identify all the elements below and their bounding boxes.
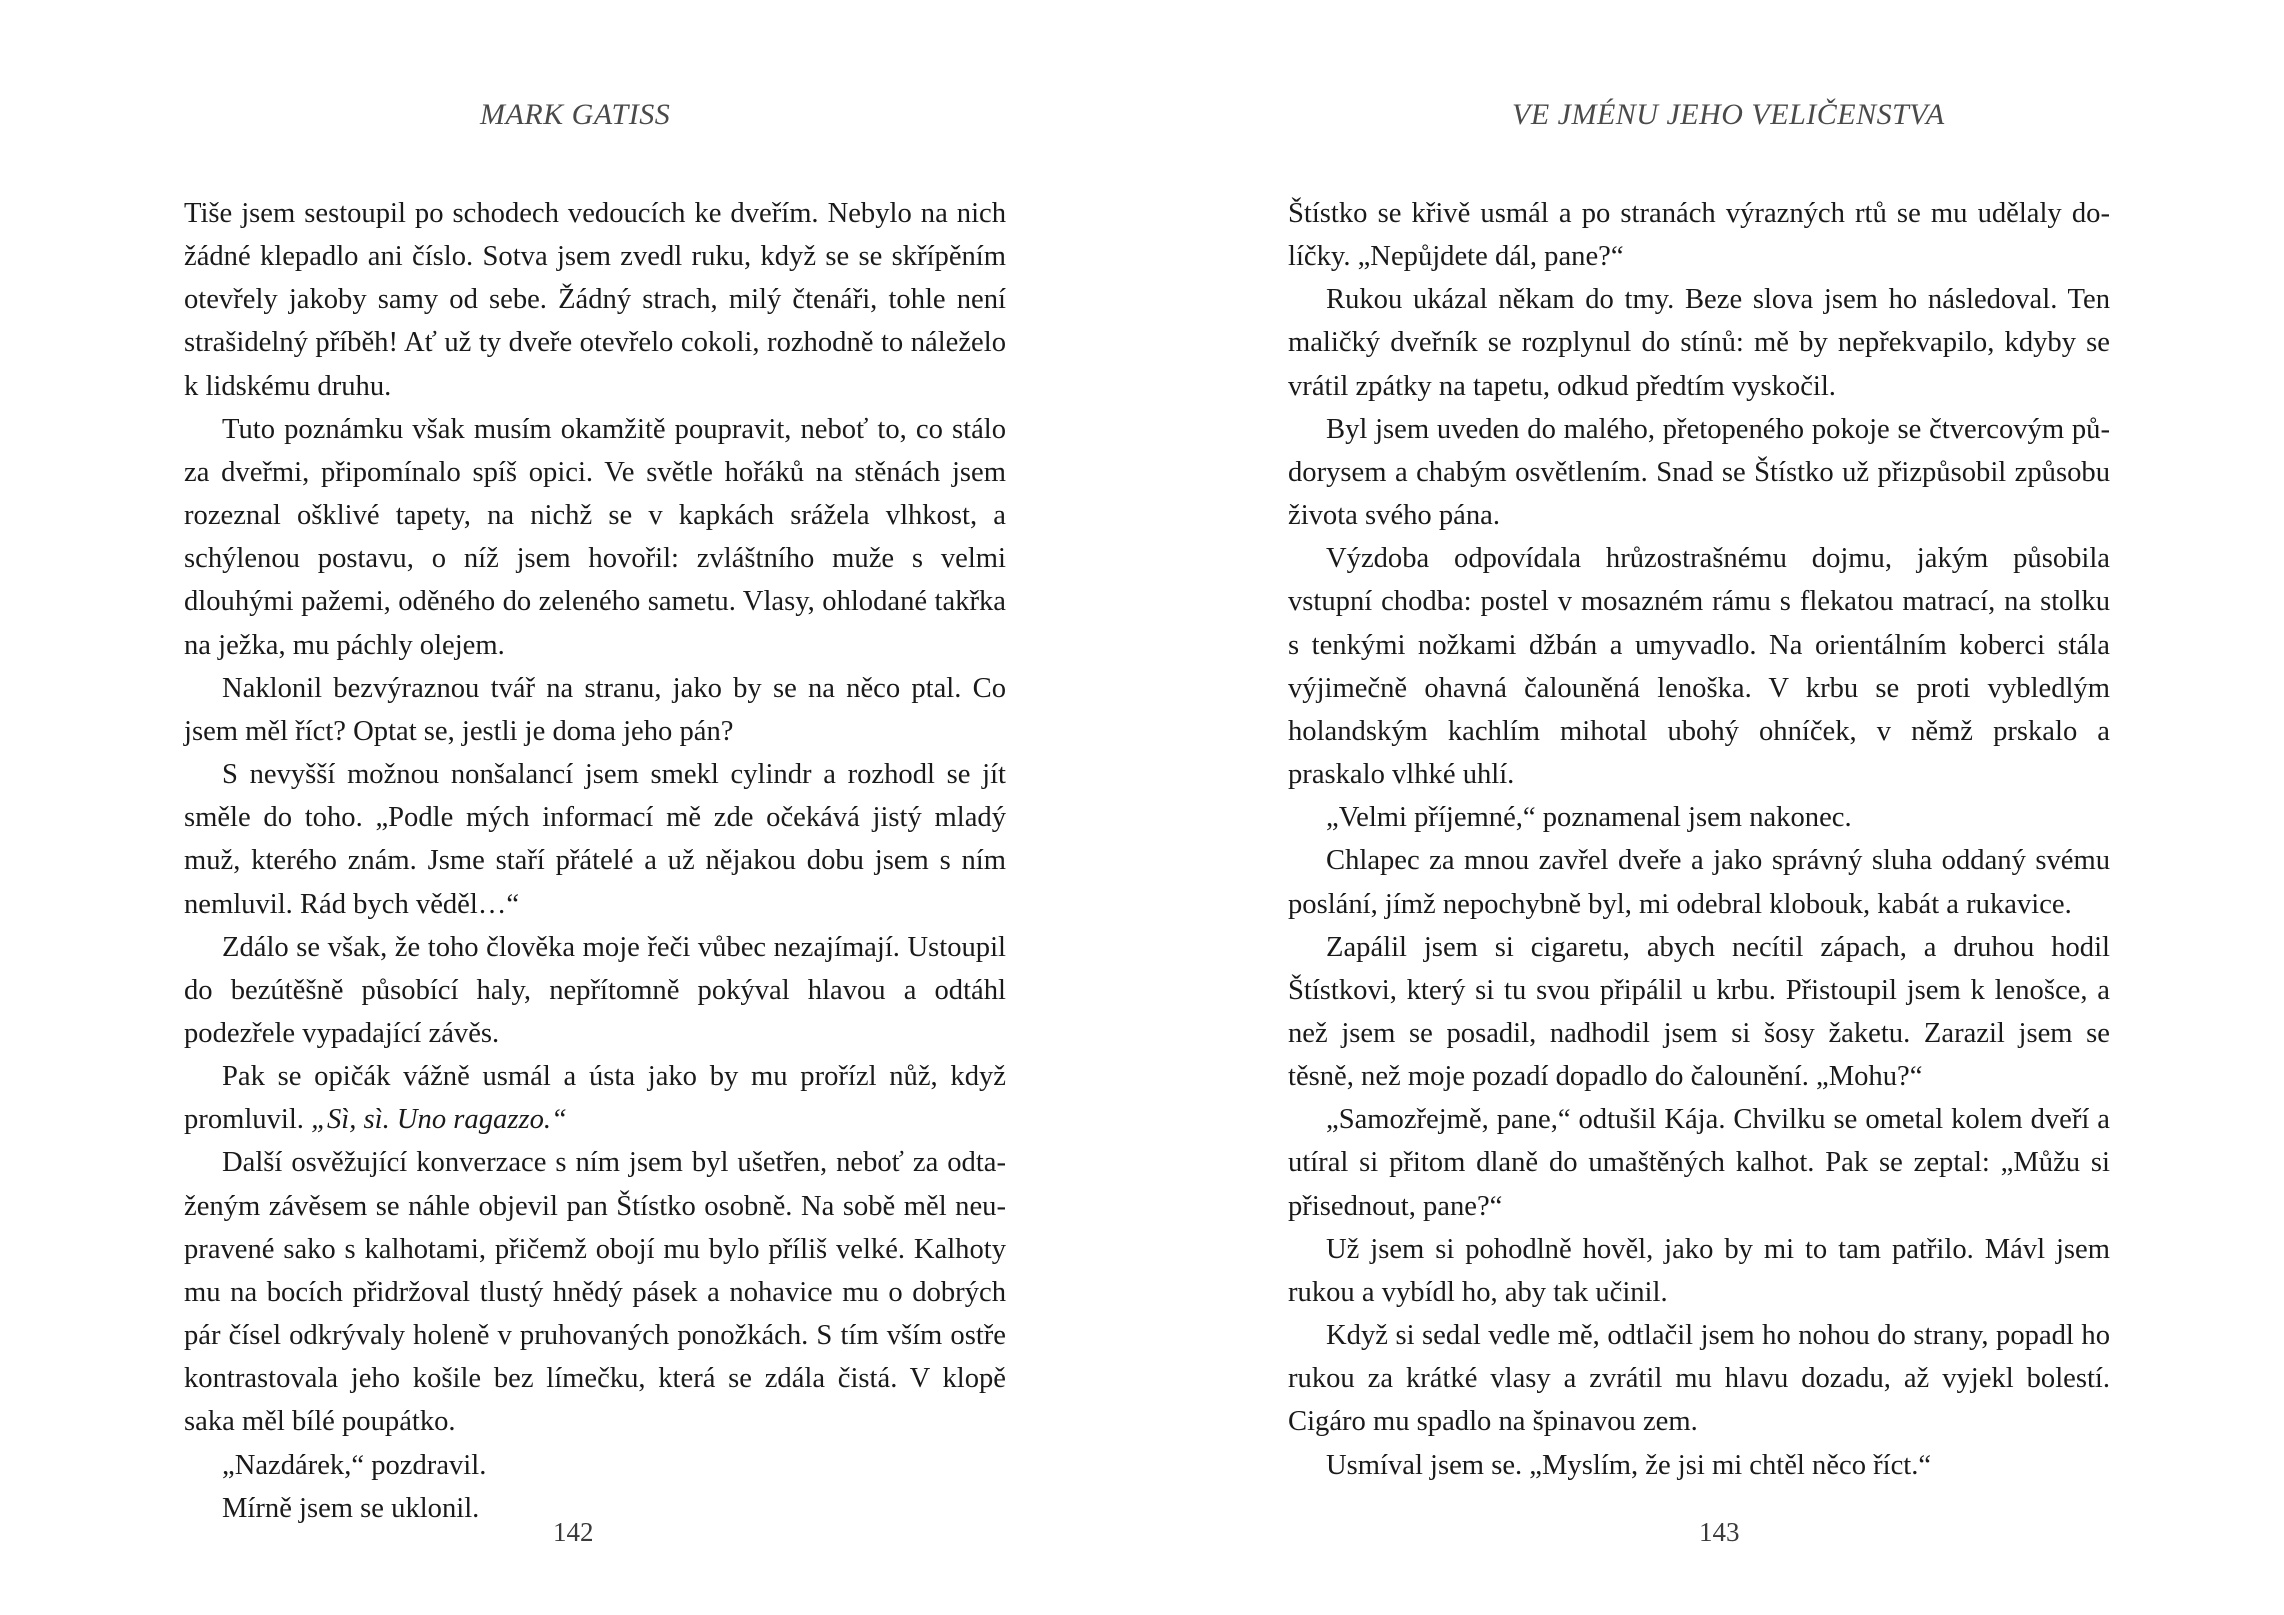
paragraph: Zapálil jsem si cigaretu, abych necítil zápach, a druhou hodil Štístkovi, který si tu svou připálil u krbu. Přistoupil jsem k lenošce, a než jsem se posadil, nadhodil jsem si šosy žaketu. Zarazil jsem se těsně, než moje pozadí dopadlo do čalounění. „Mohu?“ — [1288, 931, 2110, 1093]
paragraph: Usmíval jsem se. „Myslím, že jsi mi chtěl něco říct.“ — [1326, 1449, 1932, 1481]
page-number: 143 — [1699, 1517, 1740, 1547]
paragraph: Tiše jsem sestoupil po schodech vedoucích ke dveřím. Nebylo na nich žádné klepadlo ani číslo. Sotva jsem zvedl ruku, když se se skřípěním otevřely jakoby samy od sebe. Žádný strach, milý čtenáři, tohle není strašidelný příběh! Ať už ty dveře otevřelo cokoli, rozhodně to náleželo k lidskému druhu. — [184, 198, 1006, 402]
paragraph: Zdálo se však, že toho člověka moje řeči vůbec nezajímají. Ustoupil do bezútěšně působící haly, nepřítomně pokýval hlavou a odtáhl podezřele vypadající závěs. — [184, 931, 1006, 1049]
body-text — [184, 192, 1006, 1530]
paragraph: Mírně jsem se uklonil. — [222, 1492, 480, 1524]
running-head-title: VE JMÉNU JEHO VELIČENSTVA — [1512, 98, 1945, 131]
right-page — [1142, 0, 2284, 1615]
paragraph: Další osvěžující konverzace s ním jsem byl ušetřen, neboť za odtaženým závěsem se náhle objevil pan Štístko osobně. Na sobě měl neupravené sako s kalhotami, přičemž obojí mu bylo příliš velké. Kalhoty mu na bocích přidržoval tlustý hnědý pásek a nohavice mu o dobrých pár čísel odkrývaly holeně v pruhovaných ponožkách. S tím vším ostře kontrastovala jeho košile bez límečku, která se zdála čistá. V klopě saka měl bílé poupátko. — [184, 1147, 1006, 1438]
running-head-author: MARK GATISS — [480, 98, 671, 131]
paragraph: Štístko se křivě usmál a po stranách výrazných rtů se mu udělaly dolíčky. „Nepůjdete dál, pane?“ — [1288, 198, 2110, 273]
paragraph: Tuto poznámku však musím okamžitě poupravit, neboť to, co stálo za dveřmi, připomínalo spíš opici. Ve světle hořáků na stěnách jsem rozeznal ošklivé tapety, na nichž se v kapkách srážela vlhkost, a schýlenou postavu, o níž jsem hovořil: zvláštního muže s velmi dlouhými pažemi, oděného do zeleného sametu. Vlasy, ohlodané takřka na ježka, mu páchly olejem. — [184, 413, 1006, 661]
paragraph: Už jsem si pohodlně hověl, jako by mi to tam patřilo. Mávl jsem rukou a vybídl ho, aby tak učinil. — [1288, 1233, 2110, 1308]
paragraph: S nevyšší možnou nonšalancí jsem smekl cylindr a rozhodl se jít směle do toho. „Podle mých informací mě zde očekává jistý mladý muž, kterého znám. Jsme staří přátelé a už nějakou dobu jsem s ním nemluvil. Rád bych věděl…“ — [184, 759, 1006, 920]
paragraph — [184, 1055, 1006, 1141]
italic-quote: „Sì, sì. Uno ragazzo.“ — [311, 1104, 567, 1136]
paragraph: „Velmi příjemné,“ poznamenal jsem nakonec. — [1326, 802, 1852, 834]
paragraph-text: Pak se opičák vážně usmál a ústa jako by mu prořízl nůž, když promluvil. — [184, 1061, 1006, 1136]
page-number: 142 — [553, 1517, 594, 1547]
body-text — [1288, 192, 2110, 1487]
paragraph: „Samozřejmě, pane,“ odtušil Kája. Chvilku se ometal kolem dveří a utíral si přitom dlaně do umaštěných kalhot. Pak se zeptal: „Můžu si přisednout, pane?“ — [1288, 1104, 2110, 1222]
paragraph: Chlapec za mnou zavřel dveře a jako správný sluha oddaný svému poslání, jímž nepochybně byl, mi odebral klobouk, kabát a rukavice. — [1288, 845, 2110, 920]
paragraph: „Nazdárek,“ pozdravil. — [222, 1449, 487, 1481]
paragraph: Když si sedal vedle mě, odtlačil jsem ho nohou do strany, popadl ho rukou za krátké vlasy a zvrátil mu hlavu dozadu, až vyjekl bolestí. Cigáro mu spadlo na špinavou zem. — [1288, 1320, 2110, 1438]
paragraph: Rukou ukázal někam do tmy. Beze slova jsem ho následoval. Ten maličký dveřník se rozplynul do stínů: mě by nepřekvapilo, kdyby se vrátil zpátky na tapetu, odkud předtím vyskočil. — [1288, 284, 2110, 402]
paragraph: Výzdoba odpovídala hrůzostrašnému dojmu, jakým působila vstupní chodba: postel v mosazném rámu s flekatou matrací, na stolku s tenkými nožkami džbán a umyvadlo. Na orientálním koberci stála výjimečně ohavná čalouněná lenoška. V krbu se proti vybledlým holandským kachlím mihotal ubohý ohníček, v němž prskalo a praskalo vlhké uhlí. — [1288, 543, 2110, 791]
paragraph: Byl jsem uveden do malého, přetopeného pokoje se čtvercovým půdorysem a chabým osvětlením. Snad se Štístko už přizpůsobil způsobu života svého pána. — [1288, 413, 2110, 532]
paragraph: Naklonil bezvýraznou tvář na stranu, jako by se na něco ptal. Co jsem měl říct? Optat se, jestli je doma jeho pán? — [184, 672, 1006, 747]
